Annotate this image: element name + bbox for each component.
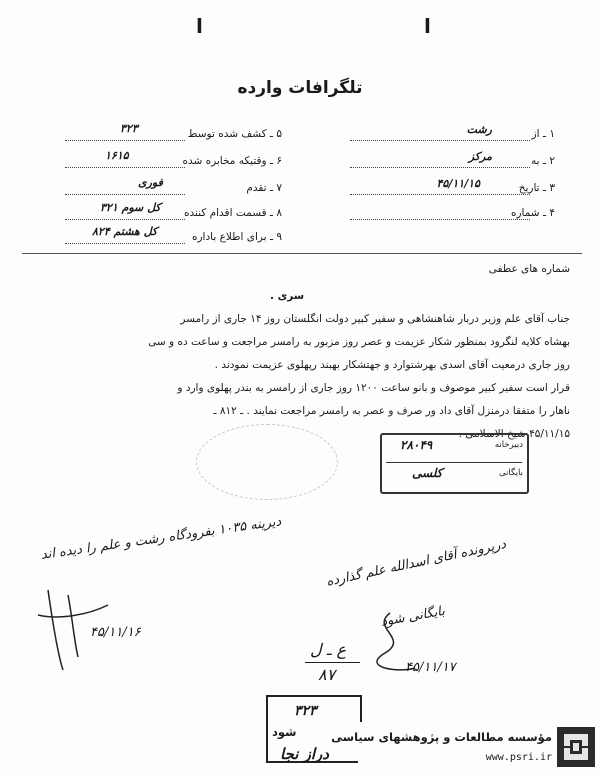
- footer-watermark: [331, 722, 600, 775]
- handwritten-note-right-2: بایگانی شود: [380, 603, 446, 630]
- footer-url: www.psri.ir: [485, 752, 552, 763]
- handwritten-note-right-1: درپرونده آقای اسدالله علم گذارده: [325, 536, 508, 590]
- handwritten-date-left: ۴۵/۱۱/۱۶: [90, 625, 141, 640]
- field-action-dept-label: ۸ ـ قسمت اقدام کننده: [183, 207, 282, 219]
- page-mark-left: ا: [196, 14, 203, 38]
- field-decoded-line: [65, 140, 185, 141]
- field-to-label: ۲ ـ به: [531, 155, 555, 167]
- field-from-value: رشت: [466, 123, 492, 136]
- field-info-dept-label: ۹ ـ برای اطلاع باداره: [191, 231, 282, 243]
- registry-stamp: [380, 433, 529, 494]
- field-number-label: ۴ ـ شماره: [510, 207, 555, 219]
- footer-institute-name: مؤسسه مطالعات و پژوهشهای سیاسی: [331, 730, 552, 744]
- field-to-value: مرکز: [468, 150, 492, 163]
- ref-code-top: ع ـ ل: [310, 640, 347, 659]
- handwritten-signature: [360, 608, 420, 678]
- handwritten-date-right: ۴۵/۱۱/۱۷: [405, 660, 456, 675]
- header-separator: [22, 253, 582, 254]
- field-info-dept-value: کل هشتم ۸۲۴: [92, 225, 158, 238]
- field-transmitted-value: ۱۶۱۵: [105, 149, 129, 162]
- field-to-line: [350, 167, 530, 168]
- field-from-label: ۱ ـ از: [531, 128, 555, 140]
- stamp-row2-label: بایگانی: [498, 468, 523, 478]
- field-date-value: ۴۵/۱۱/۱۵: [436, 177, 480, 190]
- field-priority-value: فوری: [138, 176, 163, 189]
- field-action-dept-value: کل سوم ۳۲۱: [100, 201, 161, 214]
- page-mark-right: ا: [424, 14, 431, 38]
- field-action-dept-line: [65, 219, 185, 220]
- field-priority-line: [65, 194, 185, 195]
- handwritten-note-left: دیرینه ۱۰۳۵ بفرودگاه رشت و علم را دیده اند: [40, 514, 283, 563]
- field-from-line: [350, 140, 530, 141]
- faint-seal: [196, 424, 338, 500]
- body-line: ناهار را متفقا درمنزل آقای داد ور صرف و عصر به رامسر مراجعت نمایند . ـ ۸۱۲ ـ: [213, 405, 570, 417]
- ref-fraction-bar: [305, 662, 360, 663]
- reference-label: شماره های عطفی: [488, 263, 570, 275]
- institute-logo-icon: [556, 726, 596, 768]
- body-line: جناب آقای علم وزیر دربار شاهنشاهی و سفیر کبیر دولت انگلستان روز ۱۴ جاری از رامسر: [180, 313, 570, 325]
- stamp-row2-value: کلسی: [412, 466, 443, 480]
- body-line: روز جاری درمعیت آقای اسدی بهرشتوارد و جهتشکار بهبند رپهلوی عزیمت نمودند .: [214, 359, 570, 371]
- field-transmitted-label: ۶ ـ وقتیکه مخابره شده: [182, 155, 282, 167]
- bottom-box-partial: دراز نجا: [280, 745, 329, 763]
- field-number-line: [350, 219, 530, 220]
- ref-code-bottom: ۸۷: [318, 665, 336, 684]
- stamp-row1-value: ۲۸۰۴۹: [400, 438, 433, 452]
- field-decoded-label: ۵ ـ کشف شده توسط: [187, 128, 282, 140]
- body-line: ۴۵/۱۱/۱۵ شیخ الاسلامی .: [458, 428, 570, 440]
- classification-mark: سری .: [270, 290, 305, 302]
- field-date-line: [350, 194, 530, 195]
- field-decoded-value: ۳۲۳: [120, 122, 138, 135]
- field-transmitted-line: [65, 167, 185, 168]
- field-info-dept-line: [65, 243, 185, 244]
- bottom-box-number: ۳۲۳: [294, 703, 317, 719]
- body-line: قرار است سفیر کبیر موصوف و بانو ساعت ۱۲۰۰ روز جاری از رامسر به بندر پهلوی وارد و: [177, 382, 570, 394]
- document-title: تلگرافات وارده: [237, 78, 363, 98]
- bottom-box-text: شود: [272, 725, 297, 739]
- field-priority-label: ۷ ـ تقدم: [246, 182, 282, 194]
- stamp-divider: [386, 462, 522, 463]
- stamp-row1-label: دبیرخانه: [494, 440, 523, 450]
- field-date-label: ۳ ـ تاریخ: [518, 182, 555, 194]
- body-line: بهشاه کلایه لنگرود بمنظور شکار عزیمت و عصر روز مزبور به رامسر مراجعت و ساعت ده و سی: [148, 336, 570, 348]
